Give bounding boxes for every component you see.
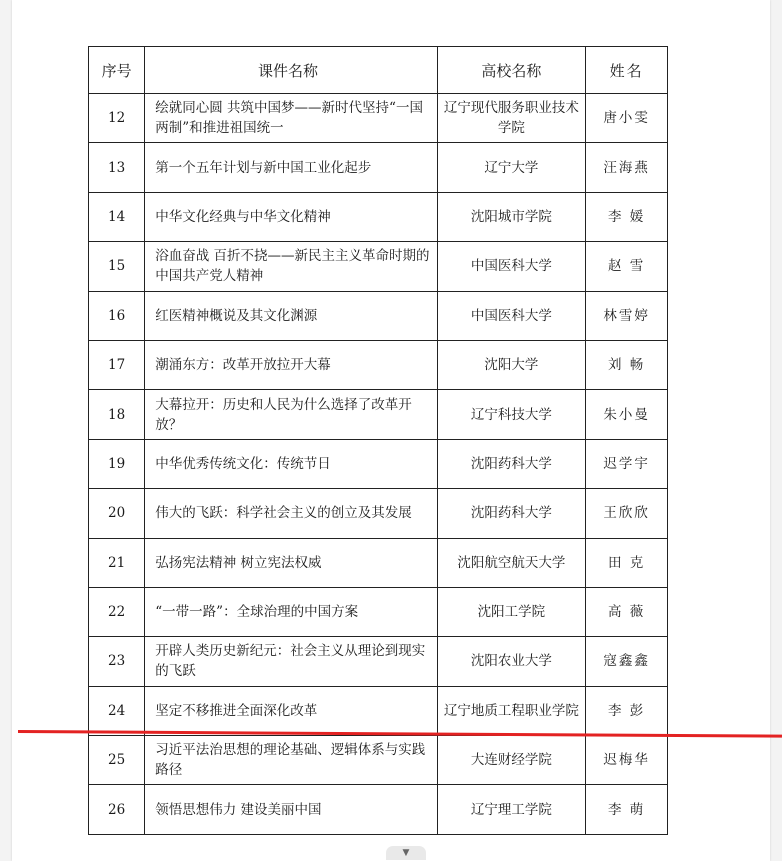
row-seq-text: 15 [108,258,126,275]
row-course-name-text: 红医精神概说及其文化渊源 [155,307,318,324]
row-course-name-text: 浴血奋战 百折不挠——新民主主义革命时期的中国共产党人精神 [155,248,430,285]
row-person-name-text: 朱小曼 [603,406,650,423]
chevron-down-icon: ▼ [402,848,410,858]
header-school-name: 高校名称 [437,47,585,94]
row-course-name-text: 弘扬宪法精神 树立宪法权威 [155,554,322,571]
row-school-name [437,390,585,439]
row-seq [89,587,145,636]
row-seq-text: 19 [108,455,126,472]
table-row [89,439,668,488]
row-seq [89,340,145,389]
row-person-name [586,785,668,834]
table-row [89,538,668,587]
row-course-name-text: 第一个五年计划与新中国工业化起步 [155,159,372,176]
row-person-name-text: 高 薇 [607,604,646,621]
row-person-name-text: 寇鑫鑫 [603,653,650,670]
row-seq-text: 12 [108,110,126,127]
row-school-name [437,736,585,785]
table-row [89,785,668,834]
row-seq [89,489,145,538]
row-school-name [437,242,585,291]
row-person-name [586,390,668,439]
row-school-name [437,94,585,143]
row-seq [89,192,145,241]
table-row [89,340,668,389]
row-school-name-text: 辽宁大学 [484,159,539,176]
row-seq-text: 21 [108,554,126,571]
header-course-name: 课件名称 [145,47,437,94]
row-school-name [437,192,585,241]
row-person-name-text: 刘 畅 [607,357,646,374]
row-school-name [437,785,585,834]
row-school-name [437,340,585,389]
row-seq [89,637,145,686]
row-person-name [586,143,668,192]
row-person-name [586,686,668,735]
row-seq [89,291,145,340]
row-course-name [145,291,437,340]
row-person-name [586,291,668,340]
table-row [89,489,668,538]
table-row [89,94,668,143]
row-course-name [145,192,437,241]
row-seq-text: 26 [108,801,126,818]
row-school-name-text: 中国医科大学 [470,258,552,275]
table-row [89,686,668,735]
course-table [88,46,668,835]
row-school-name-text: 大连财经学院 [470,752,552,769]
row-course-name-text: 领悟思想伟力 建设美丽中国 [155,801,322,818]
row-seq-text: 20 [108,505,126,522]
row-school-name-text: 沈阳工学院 [477,604,546,621]
table-row [89,291,668,340]
row-course-name-text: 绘就同心圆 共筑中国梦——新时代坚持“一国两制”和推进祖国统一 [155,100,423,137]
row-person-name [586,439,668,488]
row-person-name-text: 汪海燕 [603,159,650,176]
table-row [89,736,668,785]
row-school-name [437,291,585,340]
row-school-name [437,637,585,686]
row-seq-text: 14 [108,208,126,225]
row-person-name [586,637,668,686]
row-course-name-text: 开辟人类历史新纪元：社会主义从理论到现实的飞跃 [155,643,426,680]
row-person-name-text: 迟学宇 [603,455,650,472]
table-row [89,637,668,686]
row-school-name [437,686,585,735]
row-course-name [145,390,437,439]
row-course-name-text: 大幕拉开：历史和人民为什么选择了改革开放？ [155,396,412,433]
row-seq [89,143,145,192]
header-seq: 序号 [89,47,145,94]
row-seq-text: 18 [108,406,126,423]
row-course-name-text: 潮涌东方：改革开放拉开大幕 [155,357,331,374]
row-school-name-text: 沈阳药科大学 [470,455,552,472]
row-school-name [437,439,585,488]
row-school-name-text: 辽宁科技大学 [470,406,552,423]
row-seq [89,439,145,488]
row-person-name [586,242,668,291]
row-course-name [145,736,437,785]
row-course-name [145,538,437,587]
row-school-name-text: 沈阳大学 [484,357,539,374]
row-person-name-text: 田 克 [607,554,646,571]
scroll-down-button[interactable] [386,846,426,860]
row-person-name [586,94,668,143]
row-person-name [586,736,668,785]
row-person-name-text: 王欣欣 [603,505,650,522]
row-school-name [437,489,585,538]
row-seq-text: 23 [108,653,126,670]
header-person-name: 姓名 [586,47,668,94]
row-school-name [437,538,585,587]
row-seq [89,94,145,143]
row-school-name-text: 沈阳药科大学 [470,505,552,522]
row-person-name-text: 迟梅华 [603,752,650,769]
table-row [89,143,668,192]
row-course-name [145,785,437,834]
row-school-name-text: 中国医科大学 [470,307,552,324]
row-course-name [145,686,437,735]
row-course-name [145,94,437,143]
row-course-name-text: 伟大的飞跃：科学社会主义的创立及其发展 [155,505,412,522]
table-row [89,587,668,636]
row-course-name [145,340,437,389]
table-header-row [89,47,668,94]
row-person-name-text: 唐小雯 [603,110,650,127]
row-seq [89,736,145,785]
row-school-name-text: 辽宁地质工程职业学院 [443,702,579,719]
row-seq [89,785,145,834]
row-person-name-text: 赵 雪 [607,258,646,275]
row-person-name [586,192,668,241]
row-course-name-text: “一带一路”：全球治理的中国方案 [155,604,359,621]
row-seq-text: 24 [108,702,126,719]
row-person-name [586,587,668,636]
row-seq [89,390,145,439]
row-seq [89,538,145,587]
row-person-name [586,340,668,389]
row-course-name-text: 坚定不移推进全面深化改革 [155,702,318,719]
row-course-name [145,637,437,686]
row-course-name-text: 中华文化经典与中华文化精神 [155,208,331,225]
row-seq-text: 16 [108,307,126,324]
row-person-name [586,538,668,587]
row-course-name [145,143,437,192]
row-course-name [145,489,437,538]
row-person-name-text: 李 彭 [607,702,646,719]
row-course-name [145,439,437,488]
row-seq-text: 25 [108,752,126,769]
row-person-name-text: 李 萌 [607,801,646,818]
row-course-name [145,587,437,636]
row-school-name-text: 沈阳农业大学 [470,653,552,670]
row-seq [89,242,145,291]
table-row [89,242,668,291]
row-school-name [437,587,585,636]
row-school-name-text: 辽宁现代服务职业技术学院 [443,100,579,137]
row-person-name-text: 林雪婷 [603,307,650,324]
row-seq [89,686,145,735]
row-seq-text: 17 [108,357,126,374]
row-course-name-text: 习近平法治思想的理论基础、逻辑体系与实践路径 [155,742,426,779]
row-seq-text: 13 [108,159,126,176]
row-school-name-text: 沈阳城市学院 [470,208,552,225]
row-school-name-text: 辽宁理工学院 [470,801,552,818]
row-person-name-text: 李 媛 [607,208,646,225]
row-school-name-text: 沈阳航空航天大学 [457,554,566,571]
row-seq-text: 22 [108,604,126,621]
row-course-name [145,242,437,291]
row-school-name [437,143,585,192]
row-person-name [586,489,668,538]
table-row [89,390,668,439]
row-course-name-text: 中华优秀传统文化：传统节日 [155,455,331,472]
table-row [89,192,668,241]
